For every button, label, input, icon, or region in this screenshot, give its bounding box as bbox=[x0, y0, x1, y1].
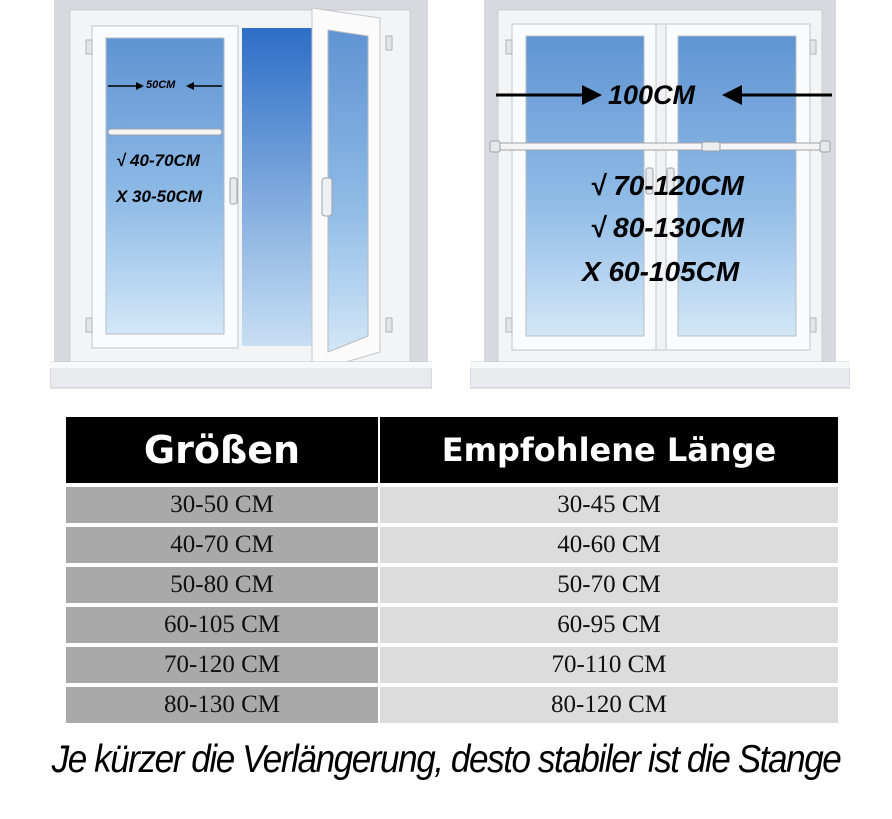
header-recommended-length: Empfohlene Länge bbox=[380, 417, 838, 483]
size-cell: 80-130 CM bbox=[66, 687, 378, 723]
length-cell: 70-110 CM bbox=[380, 647, 838, 683]
left-width-label: 50CM bbox=[146, 79, 176, 91]
length-cell: 80-120 CM bbox=[380, 687, 838, 723]
size-cell: 30-50 CM bbox=[66, 487, 378, 523]
size-table bbox=[64, 413, 840, 727]
right-fit-label-1: √ 70-120CM bbox=[590, 170, 744, 201]
right-nofit-label: X 60-105CM bbox=[582, 256, 740, 287]
length-cell: 60-95 CM bbox=[380, 607, 838, 643]
right-fit-label-2: √ 80-130CM bbox=[590, 212, 744, 243]
footer-note: Je kürzer die Verlängerung, desto stabiler ist die Stange bbox=[51, 738, 841, 781]
left-fit-label: √ 40-70CM bbox=[116, 151, 200, 170]
length-cell: 40-60 CM bbox=[380, 527, 838, 563]
size-cell: 60-105 CM bbox=[66, 607, 378, 643]
length-cell: 30-45 CM bbox=[380, 487, 838, 523]
table-row bbox=[66, 647, 838, 683]
table-row bbox=[66, 567, 838, 603]
size-cell: 50-80 CM bbox=[66, 567, 378, 603]
table-header-row bbox=[66, 417, 838, 483]
size-cell: 40-70 CM bbox=[66, 527, 378, 563]
length-cell: 50-70 CM bbox=[380, 567, 838, 603]
left-nofit-label: X 30-50CM bbox=[116, 187, 202, 206]
right-window-illustration bbox=[470, 0, 850, 390]
right-width-label: 100CM bbox=[608, 80, 696, 110]
left-window-illustration bbox=[50, 0, 432, 390]
table-row bbox=[66, 687, 838, 723]
table-row bbox=[66, 527, 838, 563]
table-row bbox=[66, 607, 838, 643]
size-cell: 70-120 CM bbox=[66, 647, 378, 683]
table-row bbox=[66, 487, 838, 523]
header-size: Größen bbox=[66, 417, 378, 483]
